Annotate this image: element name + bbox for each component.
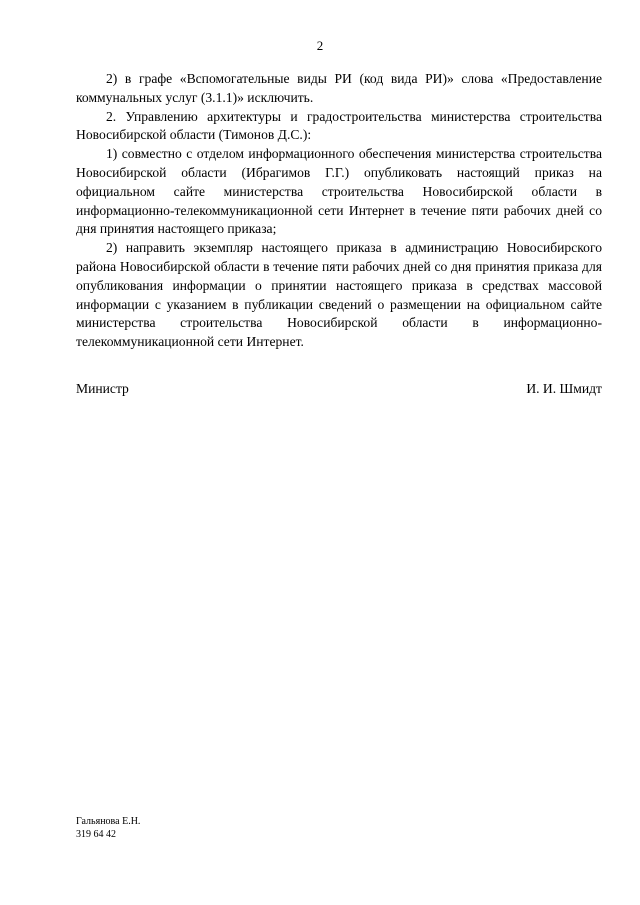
signatory-position: Министр xyxy=(76,381,129,396)
signatory-name: И. И. Шмидт xyxy=(526,381,602,396)
executor-info xyxy=(76,816,140,841)
paragraph-item-1-publish: 1) совместно с отделом информационного обеспечения министерства строительства Новосибирской области (Ибрагимов Г.Г.) опубликовать настоящий приказ на официальном сайте министерства строительства Новосибирской области в информационно-телекоммуникационной сети Интернет в течение пяти рабочих дней со дня принятия настоящего приказа; xyxy=(76,146,602,237)
paragraph-item-2-exclusion: 2) в графе «Вспомогательные виды РИ (код вида РИ)» слова «Предоставление коммунальных услуг (3.1.1)» исключить. xyxy=(76,71,602,105)
document-body xyxy=(76,70,602,352)
executor-phone: 319 64 42 xyxy=(76,828,116,840)
paragraph-item-2-send: 2) направить экземпляр настоящего приказа в администрацию Новосибирского района Новосибирской области в течение пяти рабочих дней со дня принятия приказа для опубликования информации о принятии настоящего приказа в средствах массовой информации с указанием в публикации сведений о размещении на официальном сайте министерства строительства Новосибирской области в информационно-телекоммуникационной сети Интернет. xyxy=(76,240,602,350)
page-number: 2 xyxy=(316,38,324,53)
executor-name: Гальянова Е.Н. xyxy=(76,816,141,827)
paragraph-section-2: 2. Управлению архитектуры и градостроительства министерства строительства Новосибирской области (Тимонов Д.С.): xyxy=(76,108,602,143)
